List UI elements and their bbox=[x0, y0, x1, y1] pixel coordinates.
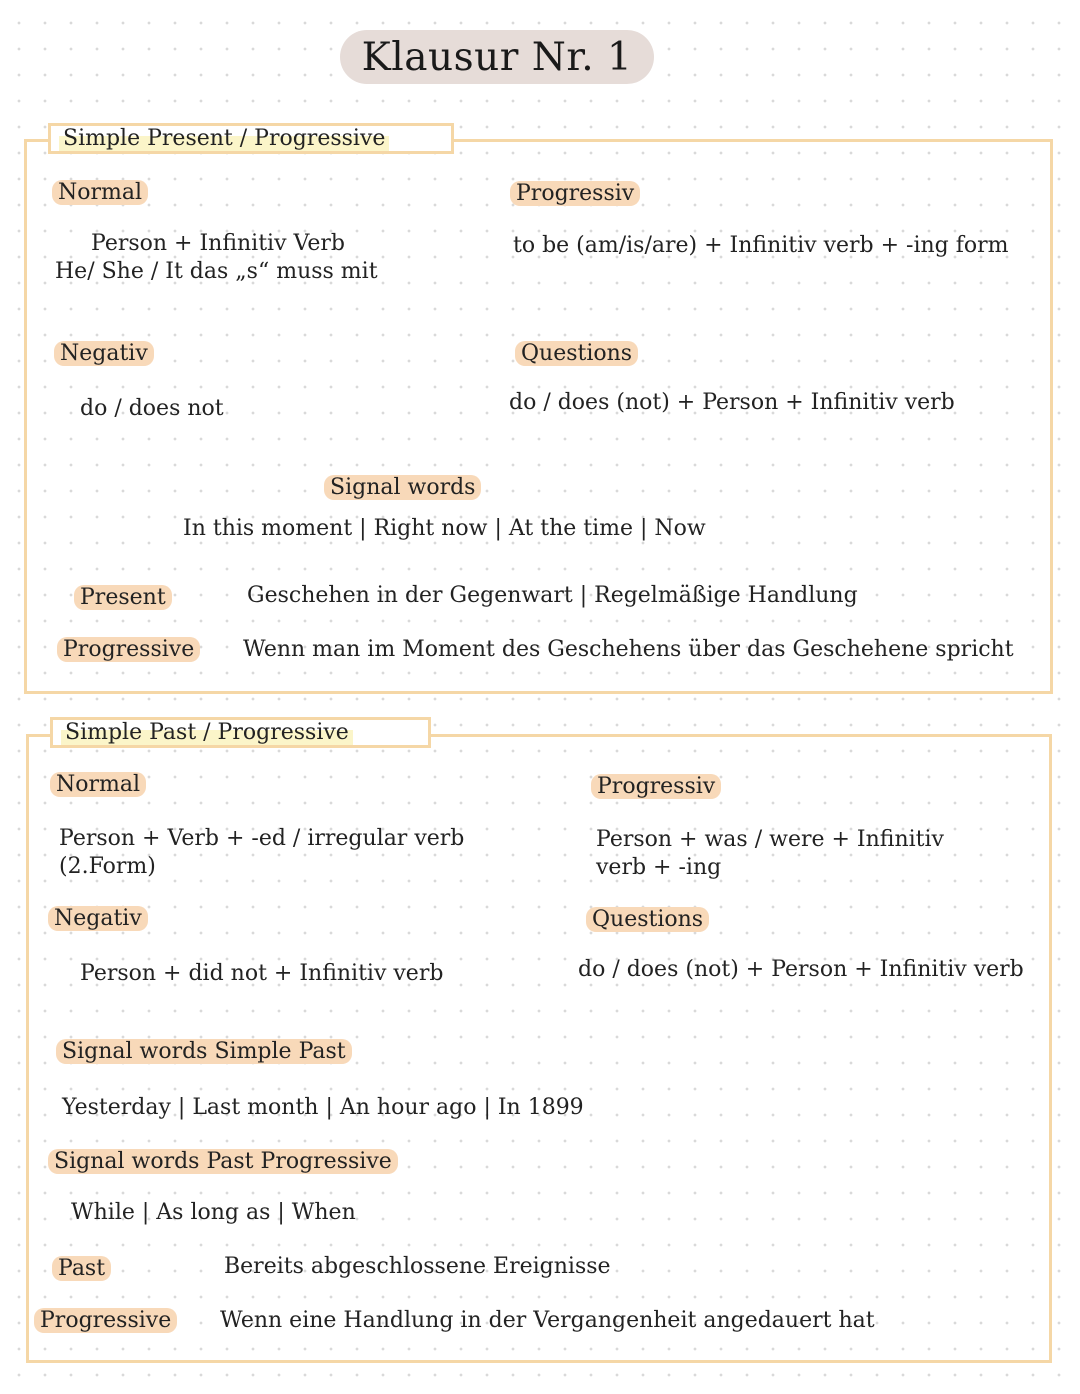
past-negativ-label: Negativ bbox=[48, 906, 148, 931]
past-usage-progressive-label: Progressive bbox=[34, 1308, 177, 1333]
present-normal-line1: Person + Infinitiv Verb bbox=[91, 231, 345, 256]
present-signal-text: In this moment | Right now | At the time | Now bbox=[183, 516, 706, 541]
present-usage-present-label: Present bbox=[74, 585, 172, 610]
past-progressiv-line2: verb + -ing bbox=[596, 855, 722, 880]
present-section-title-box bbox=[48, 123, 454, 154]
past-signal-simple-label: Signal words Simple Past bbox=[56, 1039, 352, 1064]
past-questions-text: do / does (not) + Person + Infinitiv verb bbox=[578, 957, 1024, 982]
present-usage-present-text: Geschehen in der Gegenwart | Regelmäßige Handlung bbox=[247, 583, 858, 608]
past-signal-simple-text: Yesterday | Last month | An hour ago | In 1899 bbox=[62, 1095, 584, 1120]
past-normal-line1: Person + Verb + -ed / irregular verb bbox=[59, 826, 465, 851]
past-usage-past-label: Past bbox=[52, 1256, 111, 1281]
present-progressiv-text: to be (am/is/are) + Infinitiv verb + -ing form bbox=[513, 233, 1009, 258]
present-usage-progressive-label: Progressive bbox=[57, 637, 200, 662]
past-normal-label: Normal bbox=[50, 772, 146, 797]
present-negativ-text: do / does not bbox=[80, 396, 224, 421]
past-section-title: Simple Past / Progressive bbox=[61, 720, 353, 745]
page-title: Klausur Nr. 1 bbox=[340, 30, 654, 84]
past-questions-label: Questions bbox=[586, 907, 709, 932]
past-section-title-box bbox=[50, 717, 431, 748]
past-normal-line2: (2.Form) bbox=[59, 854, 156, 879]
present-negativ-label: Negativ bbox=[54, 341, 154, 366]
past-usage-progressive-text: Wenn eine Handlung in der Vergangenheit angedauert hat bbox=[220, 1308, 875, 1333]
present-section-title: Simple Present / Progressive bbox=[59, 126, 389, 151]
present-progressiv-label: Progressiv bbox=[510, 181, 640, 206]
present-signal-label: Signal words bbox=[324, 475, 481, 500]
present-questions-text: do / does (not) + Person + Infinitiv verb bbox=[509, 390, 955, 415]
past-usage-past-text: Bereits abgeschlossene Ereignisse bbox=[224, 1254, 611, 1279]
past-progressiv-label: Progressiv bbox=[591, 774, 721, 799]
present-questions-label: Questions bbox=[515, 341, 638, 366]
past-negativ-text: Person + did not + Infinitiv verb bbox=[80, 961, 444, 986]
past-signal-prog-label: Signal words Past Progressive bbox=[48, 1149, 398, 1174]
present-normal-line2: He/ She / It das „s“ muss mit bbox=[55, 259, 378, 284]
present-usage-progressive-text: Wenn man im Moment des Geschehens über das Geschehene spricht bbox=[243, 637, 1014, 662]
past-signal-prog-text: While | As long as | When bbox=[71, 1200, 356, 1225]
past-progressiv-line1: Person + was / were + Infinitiv bbox=[596, 827, 944, 852]
present-normal-label: Normal bbox=[52, 180, 148, 205]
